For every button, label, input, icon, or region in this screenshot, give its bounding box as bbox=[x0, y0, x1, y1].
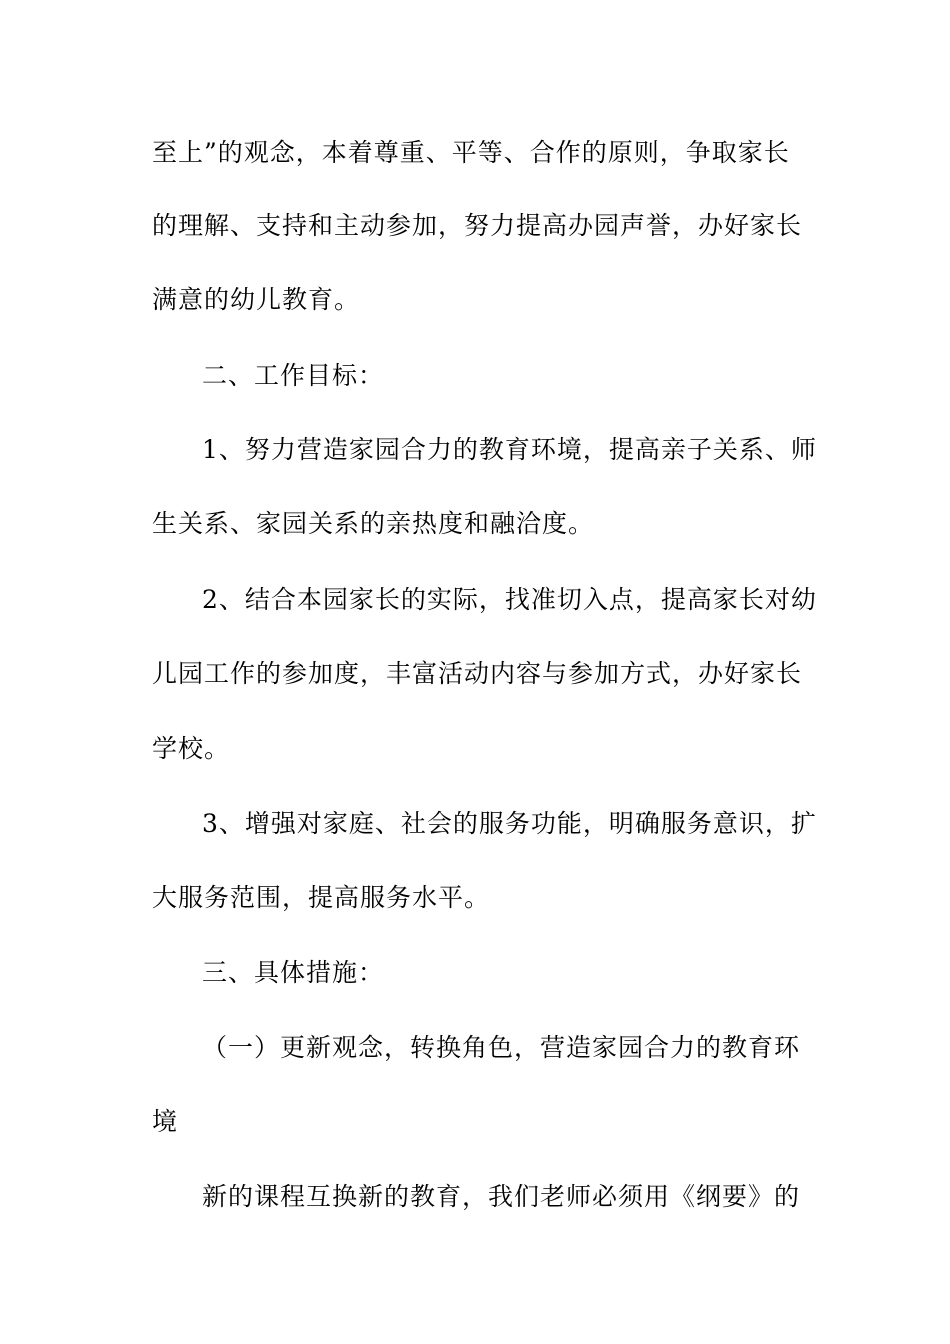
paragraph-line: 学校。 bbox=[152, 734, 231, 763]
paragraph-line: 新的课程互换新的教育，我们老师必须用《纲要》的 bbox=[202, 1182, 801, 1211]
subsection-heading: （一）更新观念，转换角色，营造家园合力的教育环 bbox=[202, 1033, 801, 1062]
section-heading: 二、工作目标： bbox=[202, 361, 385, 390]
paragraph-line: 2、结合本园家长的实际，找准切入点，提高家长对幼 bbox=[202, 585, 817, 614]
subsection-heading: 境 bbox=[152, 1107, 179, 1136]
paragraph-line: 的理解、支持和主动参加，努力提高办园声誉，办好家长 bbox=[152, 211, 803, 240]
paragraph-line: 大服务范围，提高服务水平。 bbox=[152, 883, 491, 912]
paragraph-line: 至上”的观念，本着尊重、平等、合作的原则，争取家长 bbox=[152, 138, 790, 167]
paragraph-line: 满意的幼儿教育。 bbox=[152, 285, 361, 314]
paragraph-line: 生关系、家园关系的亲热度和融洽度。 bbox=[152, 509, 595, 538]
paragraph-line: 儿园工作的参加度，丰富活动内容与参加方式，办好家长 bbox=[152, 659, 803, 688]
section-heading: 三、具体措施： bbox=[202, 958, 385, 987]
paragraph-line: 3、增强对家庭、社会的服务功能，明确服务意识，扩 bbox=[202, 809, 817, 838]
paragraph-line: 1、努力营造家园合力的教育环境，提高亲子关系、师 bbox=[202, 435, 817, 464]
